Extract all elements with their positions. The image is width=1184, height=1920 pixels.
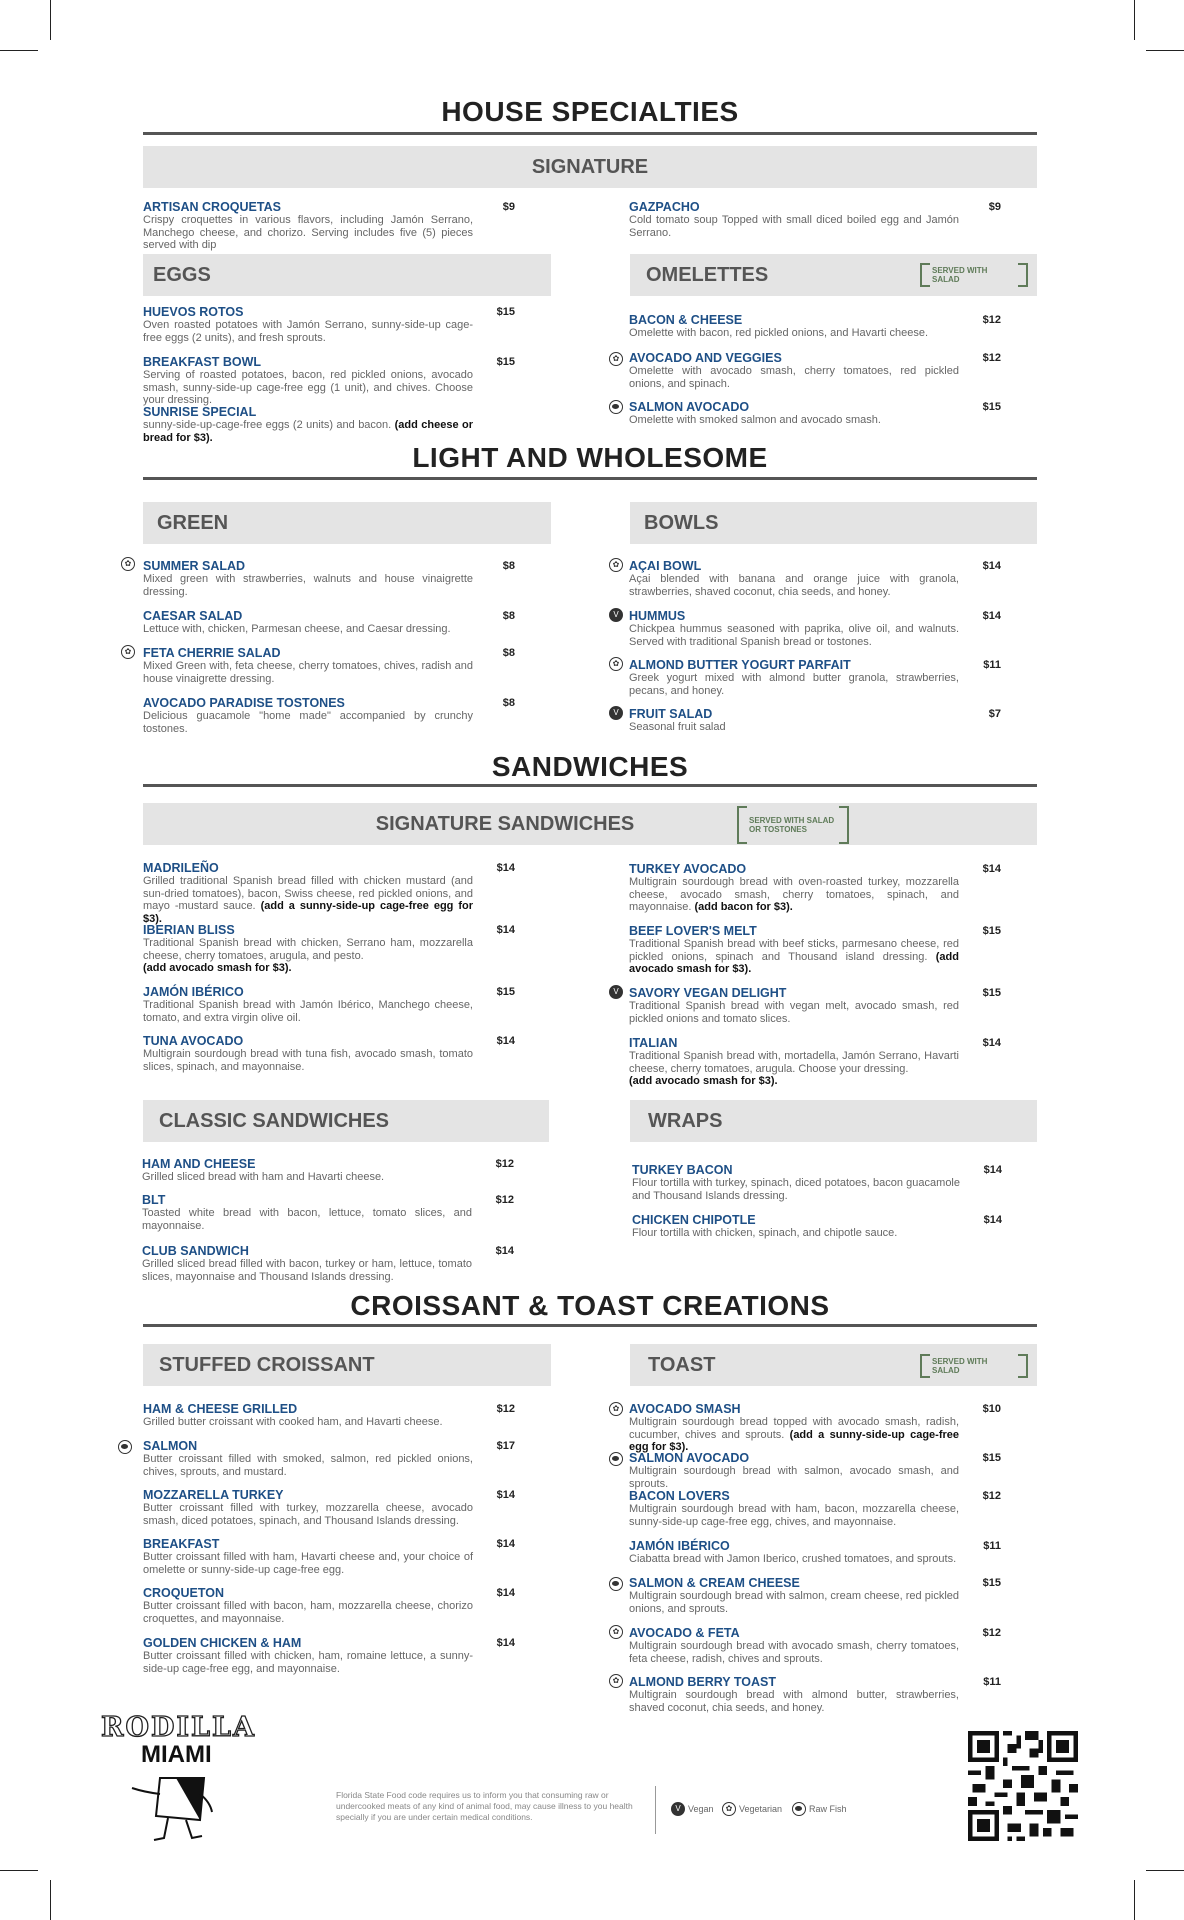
- band-toast-label: TOAST: [648, 1353, 716, 1376]
- vegan-icon: V: [609, 706, 623, 720]
- crop-mark: [1134, 0, 1135, 40]
- band-signature-sandwiches-label: SIGNATURE SANDWICHES: [375, 812, 635, 835]
- served-with-salad-note: SERVED WITH SALAD: [920, 263, 1028, 287]
- menu-item: TURKEY BACON $14 Flour tortilla with turkey, spinach, diced potatoes, bacon guacamole and Thousand Islands dressing.: [632, 1163, 1002, 1202]
- brand-logo: [101, 1712, 281, 1769]
- served-with-salad-or-tostones-note: SERVED WITH SALAD OR TOSTONES: [737, 806, 849, 844]
- menu-item: BREAKFAST BOWL $15 Serving of roasted potatoes, bacon, red pickled onions, avocado smash, sunny-side-up cage-free egg (1 unit), and chives. Choose your dressing.: [143, 355, 515, 406]
- section-title-house: HOUSE SPECIALTIES: [441, 96, 739, 127]
- vegetarian-icon: ✿: [722, 1802, 736, 1816]
- menu-item: BACON & CHEESE $12 Omelette with bacon, red pickled onions, and Havarti cheese.: [629, 313, 1001, 339]
- menu-item: BACON LOVERS $12 Multigrain sourdough bread with ham, bacon, mozzarella cheese, sunny-side-up cage-free egg, chives, and mayonnaise.: [629, 1489, 1001, 1528]
- crop-mark: [0, 50, 38, 51]
- menu-item: BEEF LOVER'S MELT $15 Traditional Spanish bread with beef sticks, parmesano cheese, red pickled onions, spinach and Thousand island dressing. (add avocado smash for $3).: [629, 924, 1001, 975]
- band-wraps: WRAPS: [630, 1100, 1037, 1142]
- served-with-salad-note: SERVED WITH SALAD: [920, 1354, 1028, 1378]
- menu-item: HAM AND CHEESE $12 Grilled sliced bread with ham and Havarti cheese.: [142, 1157, 514, 1183]
- brand-city: MIAMI: [141, 1741, 212, 1768]
- band-omelettes-label: OMELETTES: [646, 263, 769, 286]
- menu-item: SALMON AVOCADO $15 Omelette with smoked salmon and avocado smash.: [629, 400, 1001, 426]
- band-stuffed-croissant: STUFFED CROISSANT: [143, 1344, 551, 1386]
- menu-item: SUMMER SALAD $8 Mixed green with strawberries, walnuts and house vinaigrette dressing.: [143, 559, 515, 598]
- vegan-icon: V: [671, 1802, 685, 1816]
- legend-vegan: V Vegan: [671, 1802, 714, 1816]
- menu-item: ALMOND BUTTER YOGURT PARFAIT $11 Greek yogurt mixed with almond butter granola, strawberries, pecans, and honey.: [629, 658, 1001, 697]
- health-disclaimer: Florida State Food code requires us to inform you that consuming raw or undercooked meats of any kind of animal food, may cause illness to you health specially if you are under certain medical conditions.: [336, 1790, 633, 1822]
- vegetarian-icon: ✿: [609, 558, 623, 572]
- menu-item: SALMON & CREAM CHEESE $15 Multigrain sourdough bread with salmon, cream cheese, red pickled onions, and sprouts.: [629, 1576, 1001, 1615]
- menu-item: JAMÓN IBÉRICO $15 Traditional Spanish bread with Jamón Ibérico, Manchego cheese, tomato, and extra virgin olive oil.: [143, 985, 515, 1024]
- qr-code[interactable]: [968, 1731, 1078, 1841]
- raw-fish-icon: [609, 400, 623, 414]
- raw-fish-icon: [792, 1802, 806, 1816]
- crop-mark: [1146, 1870, 1184, 1871]
- menu-item: SUNRISE SPECIAL sunny-side-up-cage-free eggs (2 units) and bacon. (add cheese or bread for $3).: [143, 405, 473, 444]
- menu-item: SALMON $17 Butter croissant filled with smoked, salmon, red pickled onions, chives, sprouts, and mustard.: [143, 1439, 515, 1478]
- vegan-icon: V: [609, 608, 623, 622]
- menu-item: ITALIAN $14 Traditional Spanish bread with, mortadella, Jamón Serrano, Havarti cheese, cherry tomatoes, arugula. Choose your dressing. (add avocado smash for $3).: [629, 1036, 1001, 1087]
- crop-mark: [50, 0, 51, 40]
- legend-raw-fish: Raw Fish: [792, 1802, 847, 1816]
- menu-item: HAM & CHEESE GRILLED $12 Grilled butter croissant with cooked ham, and Havarti cheese.: [143, 1402, 515, 1428]
- section-rule: [143, 132, 1037, 135]
- band-signature: SIGNATURE: [143, 146, 1037, 188]
- menu-item: CLUB SANDWICH $14 Grilled sliced bread filled with bacon, turkey or ham, lettuce, tomato slices, mayonnaise and Thousand Islands dressing.: [142, 1244, 514, 1283]
- crop-mark: [1134, 1880, 1135, 1920]
- menu-item: SALMON AVOCADO $15 Multigrain sourdough bread with salmon, avocado smash, and sprouts.: [629, 1451, 1001, 1490]
- menu-item: SAVORY VEGAN DELIGHT $15 Traditional Spanish bread with vegan melt, avocado smash, red pickled onions and tomato slices.: [629, 986, 1001, 1025]
- section-title-light: LIGHT AND WHOLESOME: [412, 442, 768, 473]
- menu-item: CAESAR SALAD $8 Lettuce with, chicken, Parmesan cheese, and Caesar dressing.: [143, 609, 515, 635]
- raw-fish-icon: [118, 1440, 132, 1454]
- menu-item: IBERIAN BLISS $14 Traditional Spanish bread with chicken, Serrano ham, mozzarella cheese, cherry tomatoes, arugula, and pesto. (add avocado smash for $3).: [143, 923, 515, 974]
- legend-vegetarian: ✿ Vegetarian: [722, 1802, 782, 1816]
- band-bowls: BOWLS: [630, 502, 1037, 544]
- section-rule: [143, 477, 1037, 480]
- menu-item: FETA CHERRIE SALAD $8 Mixed Green with, feta cheese, cherry tomatoes, chives, radish and house vinaigrette dressing.: [143, 646, 515, 685]
- menu-item: MADRILEÑO $14 Grilled traditional Spanish bread filled with chicken mustard (and sun-dried tomatoes), bacon, Swiss cheese, red pickled onions, and mayo -mustard sauce. (add a sunny-side-up cage-free egg for $3).: [143, 861, 515, 925]
- menu-item: CHICKEN CHIPOTLE $14 Flour tortilla with chicken, spinach, and chipotle sauce.: [632, 1213, 1002, 1239]
- menu-item: GAZPACHO $9 Cold tomato soup Topped with small diced boiled egg and Jamón Serrano.: [629, 200, 1001, 239]
- menu-item: TURKEY AVOCADO $14 Multigrain sourdough bread with oven-roasted turkey, mozzarella cheese, avocado smash, cherry tomatoes, spinach, and mayonnaise. (add bacon for $3).: [629, 862, 1001, 913]
- vegetarian-icon: ✿: [609, 1625, 623, 1639]
- footer-divider: [655, 1786, 656, 1834]
- menu-item: TUNA AVOCADO $14 Multigrain sourdough bread with tuna fish, avocado smash, tomato slices, spinach, and mayonnaise.: [143, 1034, 515, 1073]
- menu-item: ARTISAN CROQUETAS $9 Crispy croquettes in various flavors, including Jamón Serrano, Manchego cheese, and chorizo. Serving includes five (5) pieces served with dip: [143, 200, 515, 251]
- menu-item: HUEVOS ROTOS $15 Oven roasted potatoes with Jamón Serrano, sunny-side-up cage-free eggs (2 units), and fresh sprouts.: [143, 305, 515, 344]
- vegan-icon: V: [609, 985, 623, 999]
- raw-fish-icon: [609, 1577, 623, 1591]
- vegetarian-icon: ✿: [609, 352, 623, 366]
- brand-name: RODILLA: [101, 1712, 256, 1743]
- menu-item: CROQUETON $14 Butter croissant filled with bacon, ham, mozzarella cheese, chorizo croquettes, and mayonnaise.: [143, 1586, 515, 1625]
- menu-item: BLT $12 Toasted white bread with bacon, lettuce, tomato slices, and mayonnaise.: [142, 1193, 514, 1232]
- vegetarian-icon: ✿: [609, 1402, 623, 1416]
- menu-item: BREAKFAST $14 Butter croissant filled with ham, Havarti cheese and, your choice of omelette or sunny-side-up cage-free egg.: [143, 1537, 515, 1576]
- section-rule: [143, 784, 1037, 787]
- menu-item: ALMOND BERRY TOAST $11 Multigrain sourdough bread with almond butter, strawberries, shaved coconut, chia seeds, and honey.: [629, 1675, 1001, 1714]
- menu-item: AVOCADO PARADISE TOSTONES $8 Delicious guacamole "home made" accompanied by crunchy tostones.: [143, 696, 515, 735]
- section-rule: [143, 1324, 1037, 1327]
- menu-item: AVOCADO & FETA $12 Multigrain sourdough bread with avocado smash, cherry tomatoes, feta cheese, radish, chives and sprouts.: [629, 1626, 1001, 1665]
- section-title-sandwiches: SANDWICHES: [491, 751, 689, 782]
- vegetarian-icon: ✿: [609, 1674, 623, 1688]
- band-classic-sandwiches: CLASSIC SANDWICHES: [143, 1100, 549, 1142]
- menu-item: FRUIT SALAD $7 Seasonal fruit salad: [629, 707, 1001, 733]
- band-eggs: EGGS: [143, 254, 551, 296]
- menu-item: AVOCADO SMASH $10 Multigrain sourdough bread topped with avocado smash, radish, cucumber, chives and sprouts. (add a sunny-side-up cage-free egg for $3).: [629, 1402, 1001, 1453]
- menu-item: HUMMUS $14 Chickpea hummus seasoned with paprika, olive oil, and walnuts. Served with traditional Spanish bread or tostones.: [629, 609, 1001, 648]
- menu-item: AÇAI BOWL $14 Açai blended with banana and orange juice with granola, strawberries, shaved coconut, chia seeds, and honey.: [629, 559, 1001, 598]
- menu-item: JAMÓN IBÉRICO $11 Ciabatta bread with Jamon Iberico, crushed tomatoes, and sprouts.: [629, 1539, 1001, 1565]
- band-green: GREEN: [143, 502, 551, 544]
- vegetarian-icon: ✿: [121, 645, 135, 659]
- mascot-illustration: [126, 1772, 216, 1846]
- crop-mark: [1146, 50, 1184, 51]
- menu-item: MOZZARELLA TURKEY $14 Butter croissant filled with turkey, mozzarella cheese, avocado smash, diced potatoes, spinach, and Thousand Islands dressing.: [143, 1488, 515, 1527]
- crop-mark: [50, 1880, 51, 1920]
- menu-item: GOLDEN CHICKEN & HAM $14 Butter croissant filled with chicken, ham, romaine lettuce, a sunny-side-up cage-free egg, and mayonnaise.: [143, 1636, 515, 1675]
- crop-mark: [0, 1870, 38, 1871]
- vegetarian-icon: ✿: [121, 557, 135, 571]
- section-title-croissant: CROISSANT & TOAST CREATIONS: [350, 1290, 830, 1321]
- menu-item: AVOCADO AND VEGGIES $12 Omelette with avocado smash, cherry tomatoes, red pickled onions, and spinach.: [629, 351, 1001, 390]
- band-signature-sandwiches: [143, 803, 1037, 845]
- raw-fish-icon: [609, 1452, 623, 1466]
- vegetarian-icon: ✿: [609, 657, 623, 671]
